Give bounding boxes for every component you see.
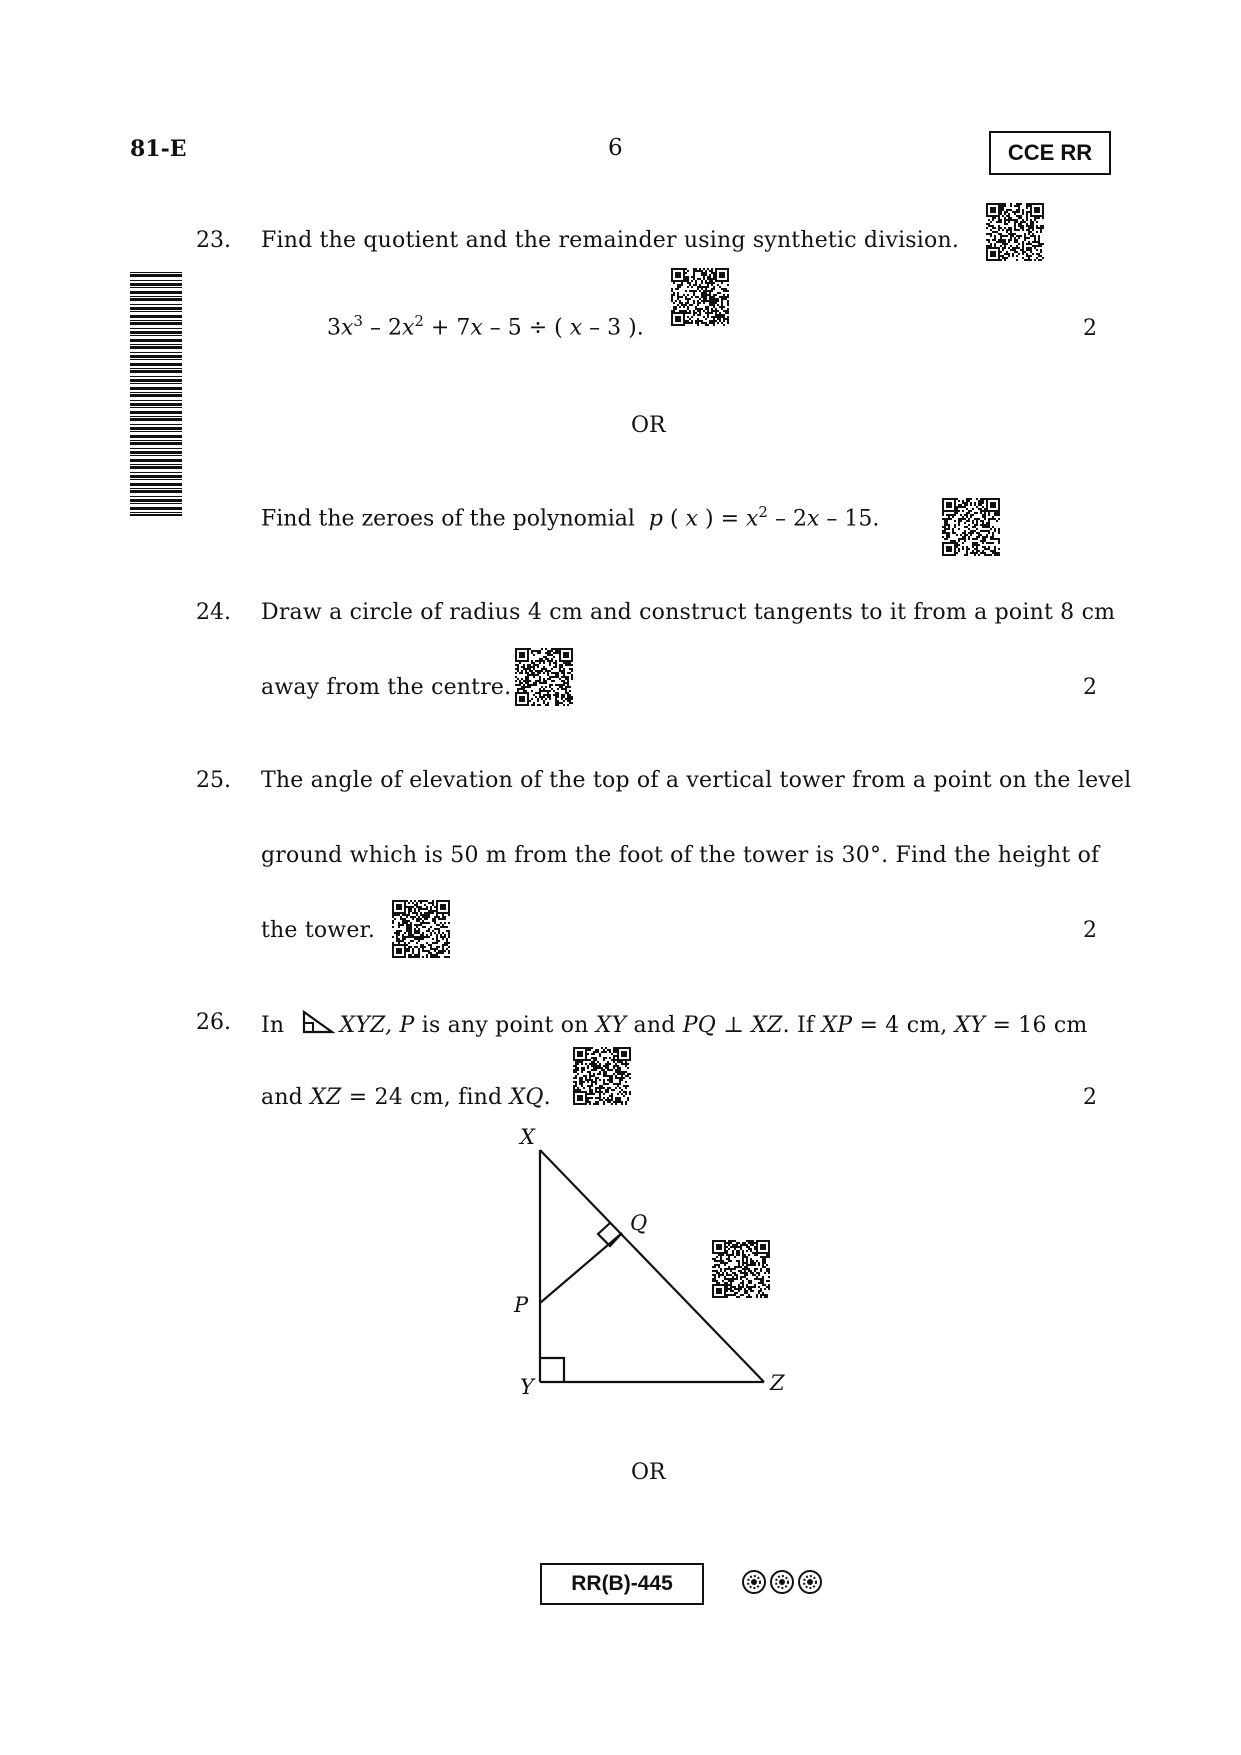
q26-marks: 2 bbox=[1083, 1085, 1097, 1110]
q25-line2: ground which is 50 m from the foot of the tower is 30°. Find the height of bbox=[261, 843, 1100, 868]
q23-expression: $3x^3 - 2x^2 + 7x - 5$ ÷ ( x – 3 ). bbox=[327, 312, 644, 341]
vertex-label-q: Q bbox=[630, 1211, 648, 1235]
qr-code-icon bbox=[573, 1047, 631, 1105]
q23-text: Find the quotient and the remainder using synthetic division. bbox=[261, 228, 960, 253]
question-number-25: 25. bbox=[196, 768, 231, 793]
question-number-26: 26. bbox=[196, 1010, 231, 1035]
q24-marks: 2 bbox=[1083, 675, 1097, 700]
footer-seal-marks bbox=[740, 1568, 824, 1596]
or-label: OR bbox=[631, 413, 666, 438]
vertex-label-x: X bbox=[520, 1125, 535, 1149]
q26-line1: In XYZ, P is any point on XY and PQ ⊥ XZ. If XP = 4 cm, XY = 16 cm bbox=[261, 1010, 1087, 1038]
qr-code-icon bbox=[392, 900, 450, 958]
exam-type-box: CCE RR bbox=[989, 131, 1111, 175]
q23-alt-text: Find the zeroes of the polynomial p ( x ) = $x^2 - 2x - 15$. bbox=[261, 503, 880, 532]
question-number-23: 23. bbox=[196, 228, 231, 253]
question-number-24: 24. bbox=[196, 600, 231, 625]
q26-line2: and XZ = 24 cm, find XQ. bbox=[261, 1085, 551, 1110]
vertex-label-p: P bbox=[514, 1293, 529, 1317]
vertex-label-y: Y bbox=[520, 1375, 534, 1399]
paper-code: 81-E bbox=[130, 136, 187, 162]
q24-line2: away from the centre. bbox=[261, 675, 512, 700]
barcode-image bbox=[130, 272, 182, 516]
vertex-label-z: Z bbox=[770, 1371, 785, 1395]
q25-line1: The angle of elevation of the top of a vertical tower from a point on the level bbox=[261, 768, 1132, 793]
q25-marks: 2 bbox=[1083, 918, 1097, 943]
q23-marks: 2 bbox=[1083, 316, 1097, 341]
q24-line1: Draw a circle of radius 4 cm and construct tangents to it from a point 8 cm bbox=[261, 600, 1116, 625]
qr-code-icon bbox=[671, 268, 729, 326]
qr-code-icon bbox=[942, 498, 1000, 556]
q25-line3: the tower. bbox=[261, 918, 376, 943]
qr-code-icon bbox=[712, 1240, 770, 1298]
or-label: OR bbox=[631, 1460, 666, 1485]
page-number: 6 bbox=[608, 135, 623, 161]
triangle-symbol-icon bbox=[301, 1010, 335, 1036]
triangle-figure bbox=[500, 1120, 820, 1410]
qr-code-icon bbox=[986, 203, 1044, 261]
qr-code-icon bbox=[515, 648, 573, 706]
footer-code-box: RR(B)-445 bbox=[540, 1563, 704, 1605]
